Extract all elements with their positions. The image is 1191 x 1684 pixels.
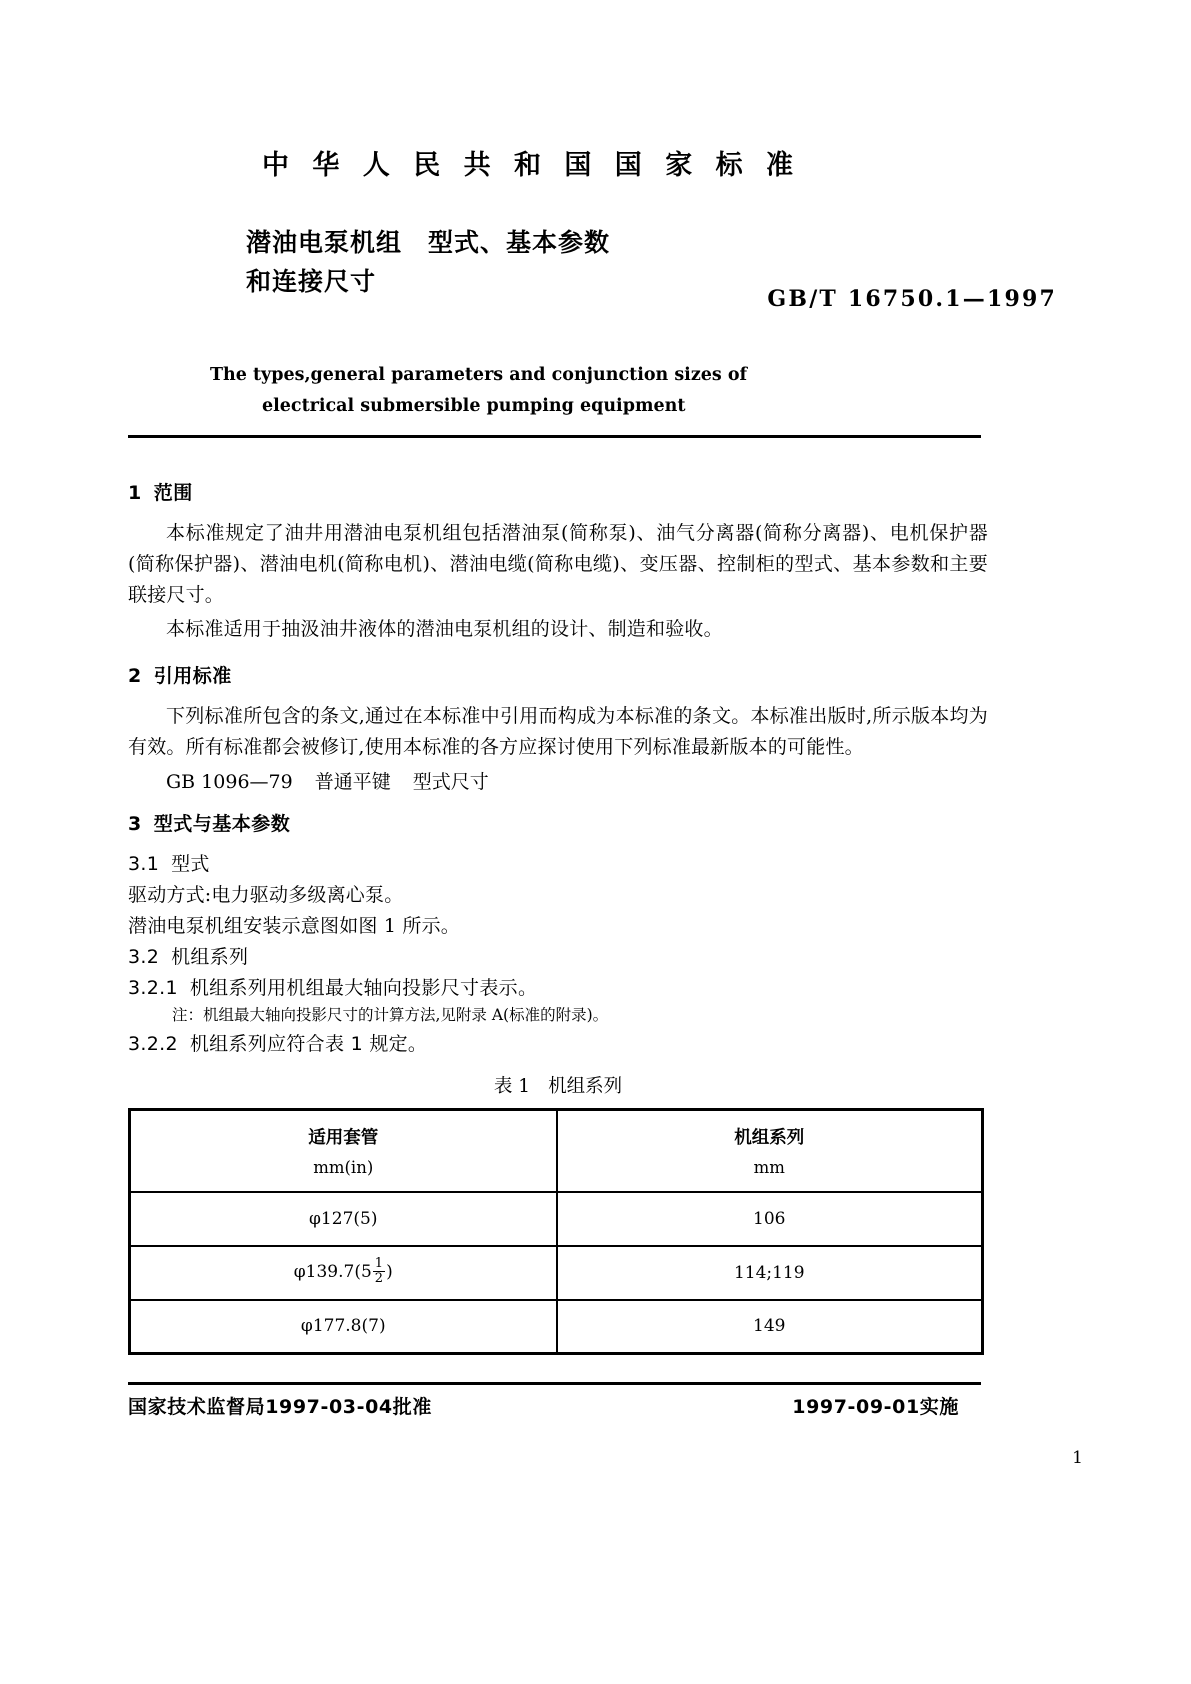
document-title-line-1: 潜油电泵机组 型式、基本参数	[246, 228, 611, 258]
section-3-2-2-heading	[128, 1029, 988, 1056]
header-divider-rule	[128, 435, 981, 438]
fraction-denominator: 2	[374, 1271, 384, 1287]
table-header-casing-name: 适用套管	[308, 1128, 379, 1149]
section-3-2-number: 3.2	[128, 945, 160, 968]
standard-number: GB/T 16750.1—1997	[767, 286, 1057, 313]
table-row	[130, 1192, 983, 1246]
referenced-standard-detail: 型式尺寸	[412, 770, 489, 793]
table-1-label: 表 1	[493, 1076, 531, 1098]
section-3-1-paragraph-2: 潜油电泵机组安装示意图如图 1 所示。	[128, 915, 460, 938]
section-3-2-1-heading	[128, 973, 988, 1000]
section-3-2-heading	[128, 942, 988, 969]
section-2-number: 2	[128, 665, 142, 688]
section-3-2-2-number: 3.2.2	[128, 1033, 178, 1056]
spacer	[128, 797, 988, 809]
section-3-2-1-text: 机组系列用机组最大轴向投影尺寸表示。	[189, 976, 538, 999]
english-title-line-1: The types,general parameters and conjunction sizes of	[210, 365, 748, 386]
document-title-line-2: 和连接尺寸	[246, 267, 377, 297]
document-footer	[128, 1392, 981, 1419]
referenced-standard-name: 普通平键	[314, 770, 391, 793]
table-cell-series: 114;119	[557, 1246, 983, 1300]
section-3-1-title: 型式	[171, 853, 210, 876]
section-3-2-title: 机组系列	[171, 945, 249, 968]
title-block	[128, 224, 1063, 334]
table-row	[130, 1246, 983, 1300]
section-1-number: 1	[128, 482, 142, 504]
section-3-2-1-note: 注：机组最大轴向投影尺寸的计算方法,见附录 A(标准的附录)。	[172, 1005, 609, 1024]
footer-approval-text: 国家技术监督局1997-03-04批准	[128, 1396, 432, 1418]
document-masthead	[128, 150, 1063, 422]
section-3-title: 型式与基本参数	[153, 813, 291, 836]
footer-divider-rule	[128, 1382, 981, 1385]
casing-value-whole: φ139.7(5	[293, 1262, 372, 1283]
table-header-cell-casing	[130, 1110, 557, 1192]
section-1-heading	[128, 478, 988, 505]
section-1-title: 范围	[153, 482, 193, 504]
spacer	[128, 649, 988, 661]
casing-value-tail: )	[386, 1262, 393, 1283]
table-header-row	[130, 1110, 983, 1192]
footer-implementation-text: 1997-09-01实施	[792, 1396, 959, 1418]
document-body	[128, 478, 988, 1355]
table-cell-series: 106	[557, 1192, 983, 1246]
section-3-number: 3	[128, 813, 142, 836]
table-cell-series: 149	[557, 1300, 983, 1354]
referenced-standard-item	[166, 767, 988, 798]
referenced-standard-code: GB 1096—79	[166, 770, 293, 793]
section-2-title: 引用标准	[153, 665, 232, 688]
table-header-cell-series	[557, 1110, 983, 1192]
table-cell-casing: φ177.8(7)	[130, 1300, 557, 1354]
table-header-series-unit: mm	[753, 1158, 785, 1178]
page-number: 1	[1072, 1448, 1083, 1468]
table-cell-casing	[130, 1246, 557, 1300]
section-1-paragraph-1: 本标准规定了油井用潜油电泵机组包括潜油泵(简称泵)、油气分离器(简称分离器)、电机保护器(简称保护器)、潜油电机(简称电机)、潜油电缆(简称电缆)、变压器、控制柜的型式、基本参数和主要联接尺寸。	[128, 522, 988, 606]
fraction-one-half	[373, 1257, 385, 1286]
section-2-paragraph-1: 下列标准所包含的条文,通过在本标准中引用而构成为本标准的条文。本标准出版时,所示版本均为有效。所有标准都会被修订,使用本标准的各方应探讨使用下列标准最新版本的可能性。	[128, 705, 988, 758]
table-header-casing-unit: mm(in)	[313, 1158, 374, 1178]
section-3-1-paragraph-1: 驱动方式:电力驱动多级离心泵。	[128, 884, 404, 907]
table-1-title: 机组系列	[548, 1076, 623, 1098]
table-1-unit-series	[128, 1108, 984, 1355]
english-title	[210, 360, 810, 421]
table-header-series-name: 机组系列	[734, 1128, 805, 1149]
section-3-2-1-number: 3.2.1	[128, 976, 178, 999]
table-row	[130, 1300, 983, 1354]
section-3-1-number: 3.1	[128, 853, 160, 876]
section-3-heading	[128, 809, 988, 836]
section-1-paragraph-2: 本标准适用于抽汲油井液体的潜油电泵机组的设计、制造和验收。	[166, 618, 723, 641]
table-1-caption	[128, 1072, 988, 1098]
section-3-2-2-text: 机组系列应符合表 1 规定。	[189, 1033, 428, 1056]
section-3-1-heading	[128, 849, 988, 876]
table-cell-casing: φ127(5)	[130, 1192, 557, 1246]
section-2-heading	[128, 661, 988, 688]
english-title-line-2: electrical submersible pumping equipment	[262, 396, 686, 417]
national-standard-header: 中 华 人 民 共 和 国 国 家 标 准	[262, 150, 800, 181]
fraction-numerator: 1	[374, 1256, 384, 1272]
